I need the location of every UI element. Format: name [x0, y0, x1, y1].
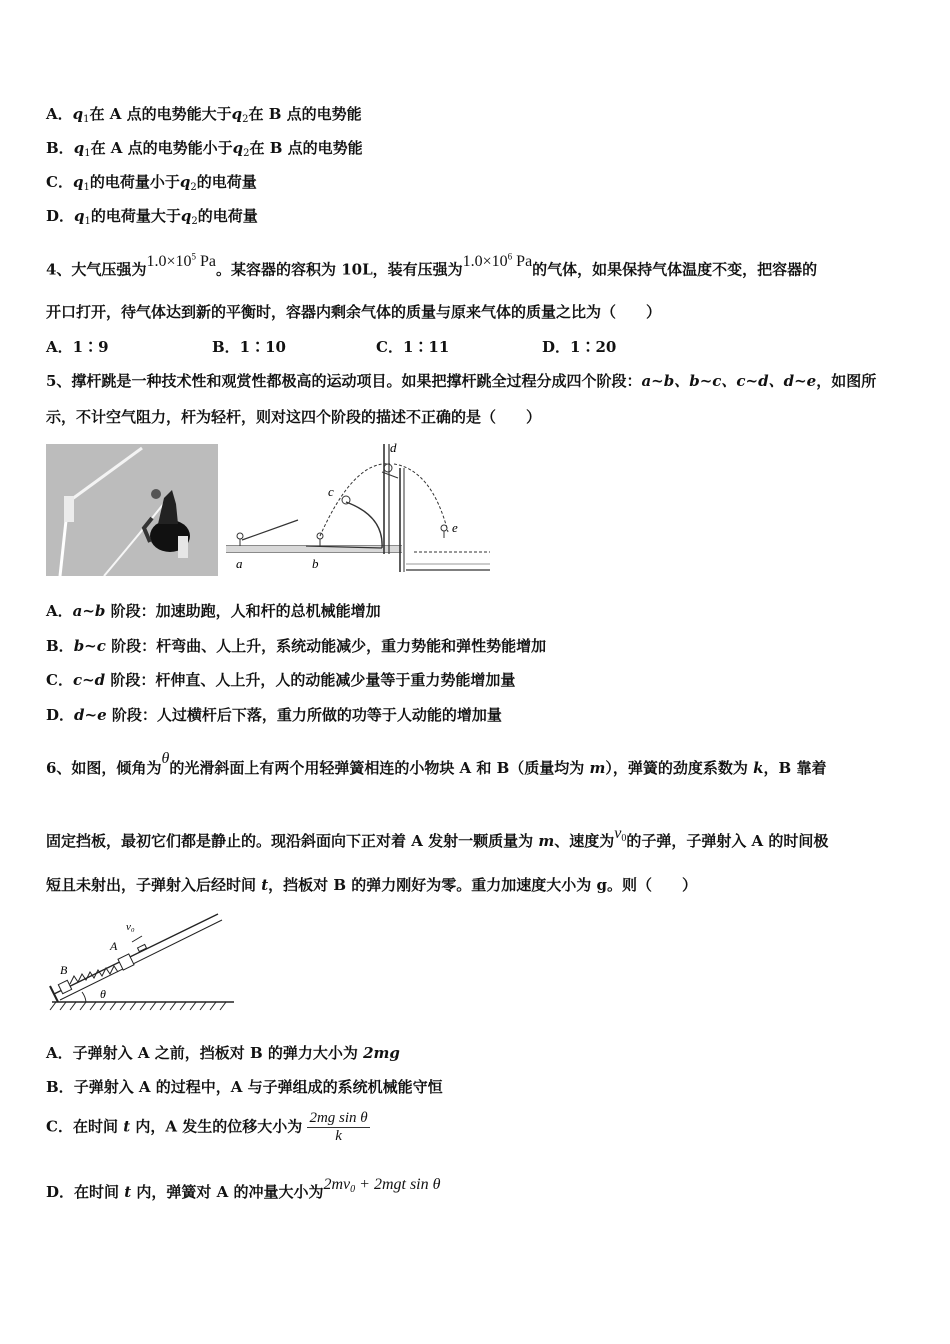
q4-stem-line2: 开口打开，待气体达到新的平衡时，容器内剩余气体的质量与原来气体的质量之比为（ ）	[46, 303, 662, 321]
q6-option-c: C．在时间 t 内，A 发生的位移大小为 $\frac{\text{2mg sin θ}}{k}$	[46, 1110, 368, 1144]
fig-label-e: e	[452, 520, 458, 535]
fig-label-B: B	[60, 963, 68, 977]
q6-option-b: B．子弹射入 A 的过程中，A 与子弹组成的系统机械能守恒	[46, 1078, 443, 1096]
q3-option-b: B．$q_1$在 A 点的电势能小于$q_2$在 B 点的电势能	[46, 139, 363, 159]
q4-option-b: B．1∶10	[212, 338, 286, 356]
q4-stem-line1: 4、大气压强为$1.0\times 10^5$ Pa。某容器的容积为 10L，装有压强为$1.0\times 10^6$ Pa的气体，如果保持气体温度不变，把容器的	[46, 252, 818, 279]
pole-vault-stages-diagram	[222, 440, 492, 580]
fig-label-A: A	[110, 939, 118, 953]
q5-option-c: C．c~d 阶段：杆伸直、人上升，人的动能减少量等于重力势能增加量	[46, 671, 516, 689]
incline-spring-diagram	[46, 910, 246, 1018]
q4-options	[46, 336, 616, 357]
fig-label-v0: v₀	[126, 921, 135, 933]
q4-option-a: A．1∶9	[46, 338, 109, 356]
fig-label-d: d	[390, 440, 397, 455]
q5-stem-line2: 示，不计空气阻力，杆为轻杆，则对这四个阶段的描述不正确的是（ ）	[46, 408, 542, 426]
q5-option-b: B．b~c 阶段：杆弯曲、人上升，系统动能减少，重力势能和弹性势能增加	[46, 637, 547, 655]
q3-option-d: D．$q_1$的电荷量大于$q_2$的电荷量	[46, 207, 258, 227]
q3-option-c: C．$q_1$的电荷量小于$q_2$的电荷量	[46, 173, 257, 193]
fig-label-b: b	[312, 556, 319, 571]
q6-stem-line3: 短且未射出，子弹射入后经时间 t，挡板对 B 的弹力刚好为零。重力加速度大小为 g。则（ ）	[46, 876, 698, 894]
q6-option-c-fraction: $\frac{\text{2mg sin θ}}{k}$	[309, 1110, 368, 1144]
q5-option-d: D．d~e 阶段：人过横杆后下落，重力所做的功等于人动能的增加量	[46, 706, 502, 724]
q5-stem-line1: 5、撑杆跳是一种技术性和观赏性都极高的运动项目。如果把撑杆跳全过程分成四个阶段：a~b、b~c、c~d、d~e，如图所	[46, 372, 877, 390]
fig-label-c: c	[328, 484, 334, 499]
q4-option-d: D．1∶20	[542, 338, 617, 356]
q6-stem-line1: 6、如图，倾角为θ的光滑斜面上有两个用轻弹簧相连的小物块 A 和 B（质量均为 m），弹簧的劲度系数为 k，B 靠着	[46, 750, 827, 777]
pole-vault-photo	[46, 444, 218, 576]
q5-option-a: A．a~b 阶段：加速助跑，人和杆的总机械能增加	[46, 602, 381, 620]
fig-label-a: a	[236, 556, 243, 571]
q3-option-a: A．$q_1$在 A 点的电势能大于$q_2$在 B 点的电势能	[46, 105, 362, 125]
fig-label-theta: θ	[100, 987, 106, 1001]
q4-option-c: C．1∶11	[376, 338, 450, 356]
q6-option-d: D．在时间 t 内，弹簧对 A 的冲量大小为$2mv_0 + 2mgt$ sin θ	[46, 1176, 441, 1201]
q6-option-a: A．子弹射入 A 之前，挡板对 B 的弹力大小为 2mg	[46, 1044, 400, 1062]
q6-stem-line2: 固定挡板，最初它们都是静止的。现沿斜面向下正对着 A 发射一颗质量为 m、速度为$v_0$的子弹，子弹射入 A 的时间极	[46, 825, 829, 850]
